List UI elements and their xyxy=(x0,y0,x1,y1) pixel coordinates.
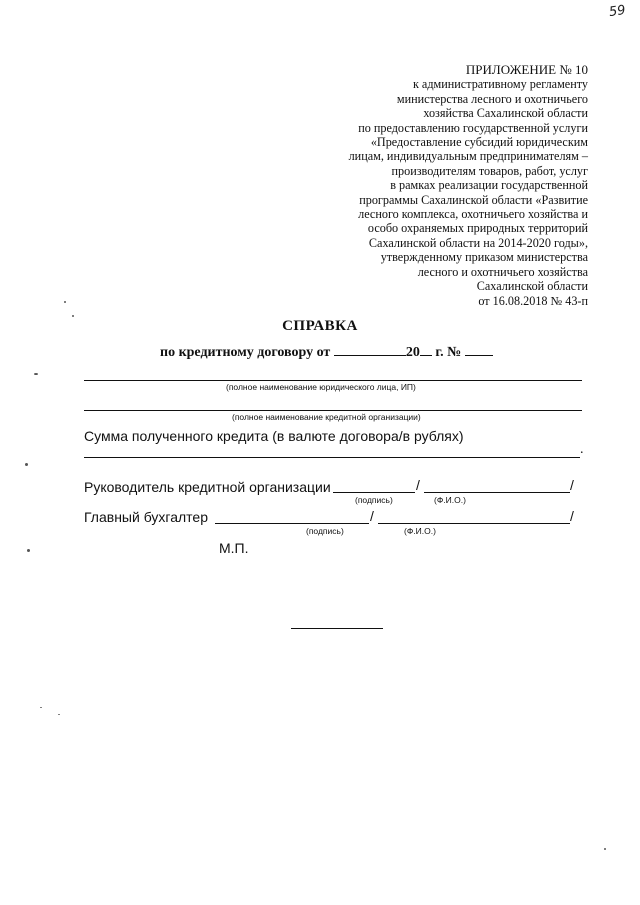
appendix-line: лесного комплекса, охотничьего хозяйства и xyxy=(358,207,588,222)
closing-divider xyxy=(291,628,383,629)
credit-org-head-name-field[interactable] xyxy=(424,492,570,493)
appendix-line: от 16.08.2018 № 43-п xyxy=(478,293,588,308)
credit-org-name-field[interactable] xyxy=(84,410,582,411)
contract-date-field[interactable] xyxy=(334,343,406,356)
credit-org-head-signature-field[interactable] xyxy=(333,492,415,493)
signature-caption: (подпись) xyxy=(306,526,344,536)
appendix-line: к административному регламенту xyxy=(412,77,588,92)
name-caption: (Ф.И.О.) xyxy=(404,526,436,536)
scan-speck xyxy=(34,373,38,375)
separator-slash: / xyxy=(570,477,574,493)
credit-amount-label: Сумма полученного кредита (в валюте договора/в рублях) xyxy=(84,428,464,444)
line-end-dot: . xyxy=(580,442,584,457)
appendix-line: утвержденному приказом министерства xyxy=(380,250,588,265)
credit-org-head-label: Руководитель кредитной организации xyxy=(84,479,331,495)
subtitle-year: 20 xyxy=(405,345,420,360)
appendix-line: производителям товаров, работ, услуг xyxy=(391,163,588,178)
appendix-line: лесного и охотничьего хозяйства xyxy=(417,264,588,279)
appendix-line: программы Сахалинской области «Развитие xyxy=(359,192,588,207)
appendix-line: лицам, индивидуальным предпринимателям – xyxy=(348,149,588,164)
name-caption: (Ф.И.О.) xyxy=(434,495,466,505)
chief-accountant-signature-field[interactable] xyxy=(215,523,369,524)
chief-accountant-name-field[interactable] xyxy=(378,523,570,524)
subtitle-prefix: по кредитному договору от xyxy=(160,345,331,360)
legal-entity-caption: (полное наименование юридического лица, ИП) xyxy=(226,382,416,392)
appendix-header xyxy=(258,63,588,308)
appendix-line: Сахалинской области на 2014-2020 годы», xyxy=(368,235,588,250)
separator-slash: / xyxy=(370,508,374,524)
appendix-line: Сахалинской области xyxy=(476,279,588,294)
separator-slash: / xyxy=(570,508,574,524)
scan-speck xyxy=(40,707,42,708)
scan-speck xyxy=(27,549,30,552)
subtitle-suffix: г. № xyxy=(431,345,462,360)
contract-number-field[interactable] xyxy=(465,343,493,356)
appendix-line: по предоставлению государственной услуги xyxy=(358,120,588,135)
legal-entity-name-field[interactable] xyxy=(84,380,582,381)
chief-accountant-label: Главный бухгалтер xyxy=(84,509,208,525)
document-subtitle xyxy=(160,343,493,361)
contract-year-field[interactable] xyxy=(420,343,432,356)
scan-speck xyxy=(58,714,60,715)
separator-slash: / xyxy=(416,477,420,493)
appendix-line: хозяйства Сахалинской области xyxy=(423,106,588,121)
signature-caption: (подпись) xyxy=(355,495,393,505)
credit-org-caption: (полное наименование кредитной организации) xyxy=(232,412,421,422)
appendix-line: особо охраняемых природных территорий xyxy=(367,221,588,236)
scan-speck xyxy=(72,315,74,317)
appendix-line: в рамках реализации государственной xyxy=(390,178,588,193)
document-title: СПРАВКА xyxy=(282,318,358,334)
appendix-line: «Предоставление субсидий юридическим xyxy=(370,135,588,150)
page-number: 59 xyxy=(608,2,627,21)
scan-speck xyxy=(604,848,606,850)
scan-speck xyxy=(64,301,66,303)
scan-speck xyxy=(25,463,28,466)
appendix-line: министерства лесного и охотничьего xyxy=(396,91,588,106)
appendix-title: ПРИЛОЖЕНИЕ № 10 xyxy=(465,62,588,77)
stamp-label: М.П. xyxy=(219,540,249,556)
credit-amount-field[interactable] xyxy=(84,457,580,458)
